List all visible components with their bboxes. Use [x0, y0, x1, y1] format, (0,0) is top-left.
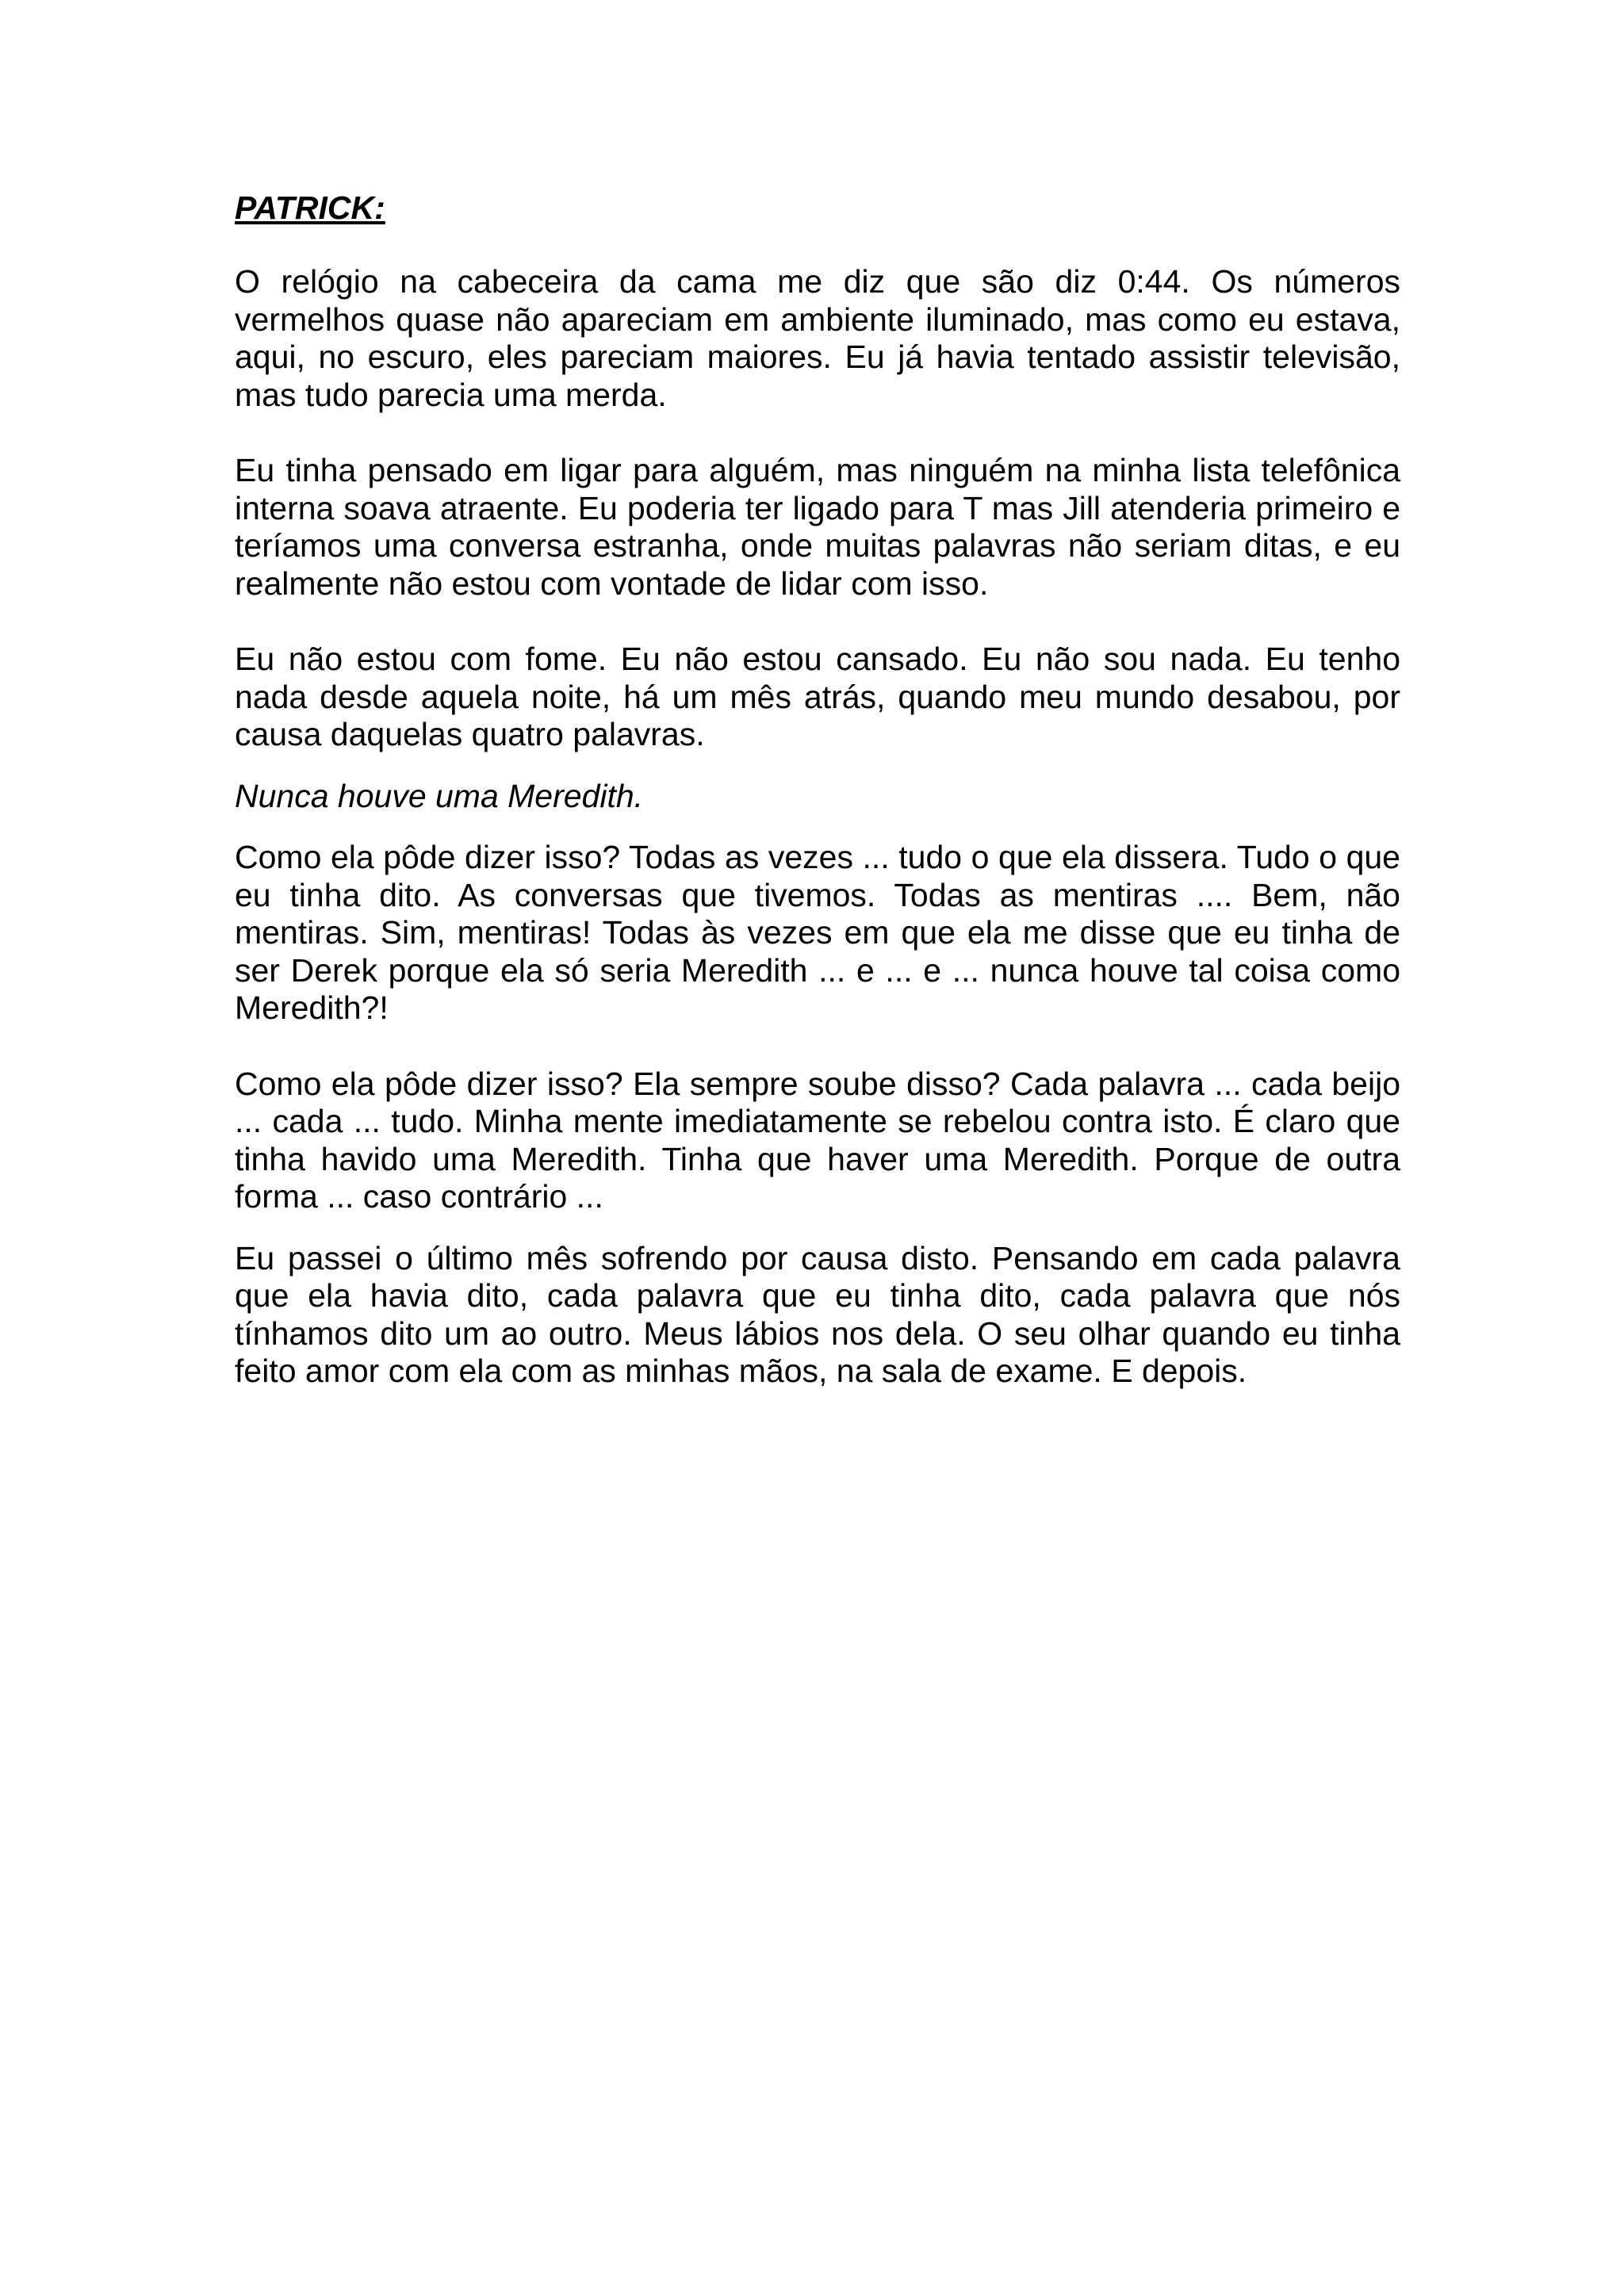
paragraph: Como ela pôde dizer isso? Todas as vezes ... tudo o que ela dissera. Tudo o que eu tinha dito. As conversas que tivemos. Todas as mentiras .... Bem, não mentiras. Sim, mentiras! Todas às vezes em que ela me disse que eu tinha de ser Derek porque ela só seria Meredith ... e ... e ... nunca houve tal coisa como Meredith?!: [235, 839, 1400, 1026]
paragraph: O relógio na cabeceira da cama me diz que são diz 0:44. Os números vermelhos quase não apareciam em ambiente iluminado, mas como eu estava, aqui, no escuro, eles pareciam maiores. Eu já havia tentado assistir televisão, mas tudo parecia uma merda.: [235, 263, 1400, 413]
paragraph: Eu tinha pensado em ligar para alguém, mas ninguém na minha lista telefônica interna soava atraente. Eu poderia ter ligado para T mas Jill atenderia primeiro e teríamos uma conversa estranha, onde muitas palavras não seriam ditas, e eu realmente não estou com vontade de lidar com isso.: [235, 452, 1400, 602]
paragraph: Como ela pôde dizer isso? Ela sempre soube disso? Cada palavra ... cada beijo ... cada ... tudo. Minha mente imediatamente se rebelou contra isto. É claro que tinha havido uma Meredith. Tinha que haver uma Meredith. Porque de outra forma ... caso contrário ...: [235, 1065, 1400, 1215]
paragraph: Eu não estou com fome. Eu não estou cansado. Eu não sou nada. Eu tenho nada desde aquela noite, há um mês atrás, quando meu mundo desabou, por causa daquelas quatro palavras.: [235, 641, 1400, 752]
chapter-heading: PATRICK:: [235, 189, 385, 226]
document-body: [235, 189, 1400, 1391]
italic-paragraph: Nunca houve uma Meredith.: [235, 777, 644, 814]
paragraph: Eu passei o último mês sofrendo por causa disto. Pensando em cada palavra que ela havia dito, cada palavra que eu tinha dito, cada palavra que nós tínhamos dito um ao outro. Meus lábios nos dela. O seu olhar quando eu tinha feito amor com ela com as minhas mãos, na sala de exame. E depois.: [235, 1239, 1400, 1389]
